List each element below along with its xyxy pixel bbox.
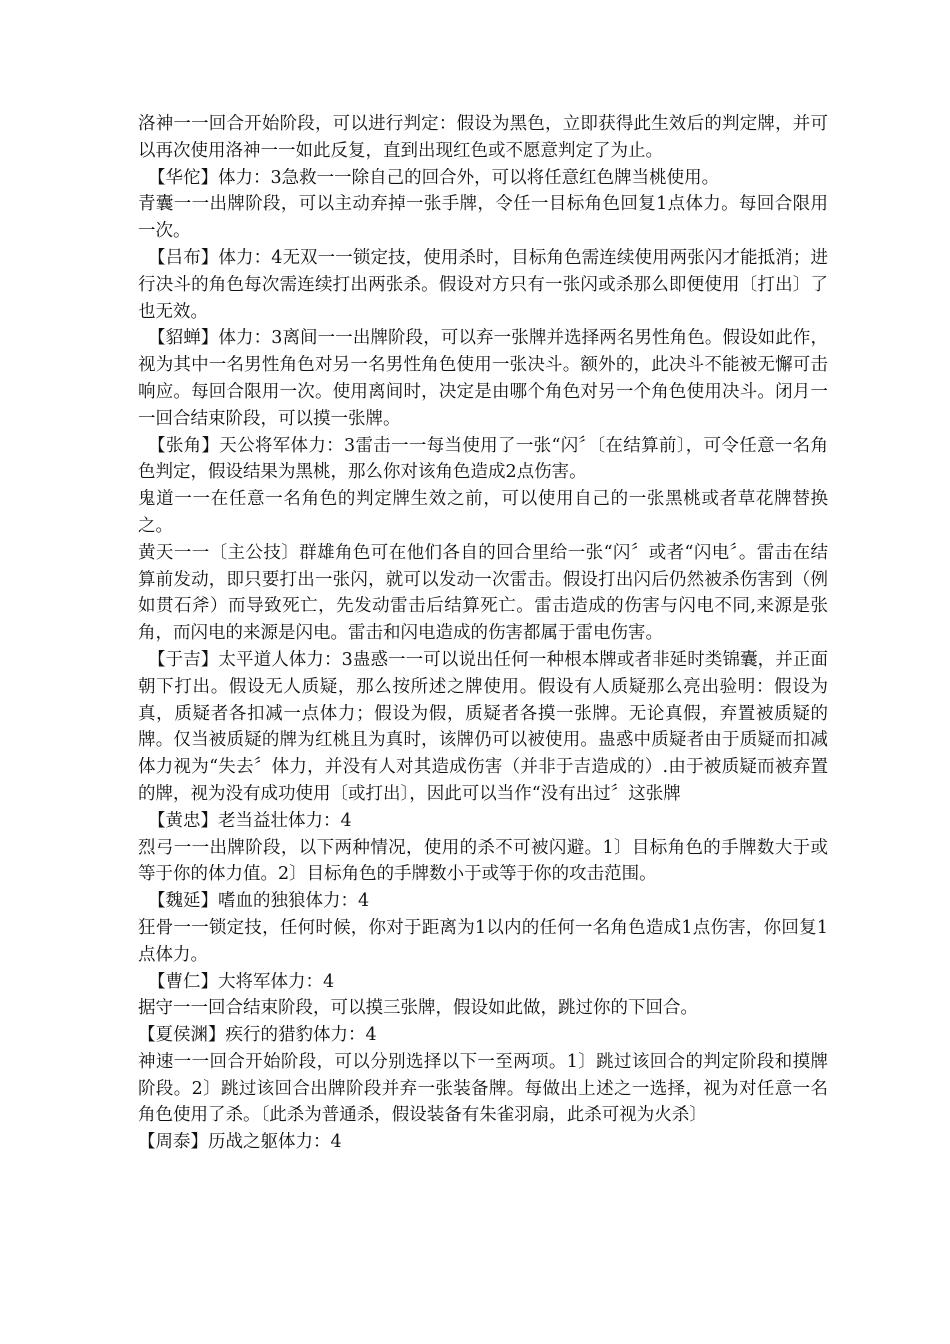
paragraph-zhangjiao: 【张角】天公将军体力：3雷击一一每当使用了一张“闪〞〔在结算前〕，可令任意一名角色判定，假设结果为黑桃，那么你对该角色造成2点伤害。 (138, 435, 828, 483)
paragraph-luoshen: 洛神一一回合开始阶段，可以进行判定：假设为黑色，立即获得此生效后的判定牌，并可以再次使用洛神一一如此反复，直到出现红色或不愿意判定了为止。 (138, 114, 828, 161)
paragraph-guidao: 鬼道一一在任意一名角色的判定牌生效之前，可以使用自己的一张黑桃或者草花牌替换之。 (138, 489, 828, 536)
paragraph-shensu: 神速一一回合开始阶段，可以分别选择以下一至两项。1〕跳过该回合的判定阶段和摸牌阶段。2〕跳过该回合出牌阶段并弃一张装备牌。每做出上述之一选择，视为对任意一名角色使用了杀。〔此杀为普通杀，假设装备有朱雀羽扇，此杀可视为火杀〕 (138, 1051, 828, 1126)
document-body (138, 111, 828, 1156)
paragraph-qingnang: 青囊一一出牌阶段，可以主动弃掉一张手牌，令任一目标角色回复1点体力。每回合限用一次。 (138, 194, 828, 242)
paragraph-huangzhong: 【黄忠】老当益壮体力：4 (148, 810, 352, 831)
paragraph-caoren: 【曹仁】大将军体力：4 (148, 971, 335, 992)
paragraph-yuji: 【于吉】太平道人体力：3蛊惑一一可以说出任何一种根本牌或者非延时类锦囊，并正面朝下打出。假设无人质疑，那么按所述之牌使用。假设有人质疑那么亮出验明：假设为真，质疑者各扣减一点体力；假设为假，质疑者各摸一张牌。无论真假，弃置被质疑的牌。仅当被质疑的牌为红桃且为真时，该牌仍可以被使用。蛊惑中质疑者由于质疑而扣减体力视为“失去〞体力，并没有人对其造成伤害（并非于吉造成的）.由于被质疑而被弃置的牌，视为没有成功使用〔或打出〕，因此可以当作“没有出过〞这张牌 (138, 649, 828, 804)
paragraph-liegong: 烈弓一一出牌阶段，以下两种情况，使用的杀不可被闪避。1〕目标角色的手牌数大于或等于你的体力值。2〕目标角色的手牌数小于或等于你的攻击范围。 (138, 837, 828, 885)
paragraph-huangtian: 黄天一一〔主公技〕群雄角色可在他们各自的回合里给一张“闪〞或者“闪电〞。雷击在结算前发动，即只要打出一张闪，就可以发动一次雷击。假设打出闪后仍然被杀伤害到（例如贯石斧）而导致死亡，先发动雷击后结算死亡。雷击造成的伤害与闪电不同,来源是张角，而闪电的来源是闪电。雷击和闪电造成的伤害都属于雷电伤害。 (138, 542, 828, 644)
paragraph-zhoutai: 【周泰】历战之躯体力：4 (138, 1132, 342, 1153)
paragraph-diaochan: 【貂蝉】体力：3离间一一出牌阶段，可以弃一张牌并选择两名男性角色。假设如此作，视为其中一名男性角色对另一名男性角色使用一张决斗。额外的，此决斗不能被无懈可击响应。每回合限用一次。使用离间时，决定是由哪个角色对另一个角色使用决斗。闭月一一回合结束阶段，可以摸一张牌。 (138, 328, 828, 429)
paragraph-weiyan: 【魏延】嗜血的独狼体力：4 (148, 891, 370, 912)
paragraph-jushou: 据守一一回合结束阶段，可以摸三张牌，假设如此做，跳过你的下回合。 (138, 998, 698, 1019)
paragraph-xiahouyuan: 【夏侯渊】疾行的猎豹体力：4 (138, 1025, 377, 1046)
paragraph-lvbu: 【吕布】体力：4无双一一锁定技，使用杀时，目标角色需连续使用两张闪才能抵消；进行决斗的角色每次需连续打出两张杀。假设对方只有一张闪或杀那么即便使用〔打出〕了也无效。 (138, 247, 828, 322)
paragraph-kuanggu: 狂骨一一锁定技，任何时候，你对于距离为1以内的任何一名角色造成1点伤害，你回复1点体力。 (138, 917, 828, 965)
paragraph-huatuo: 【华佗】体力：3急救一一除自己的回合外，可以将任意红色牌当桃使用。 (148, 167, 720, 188)
